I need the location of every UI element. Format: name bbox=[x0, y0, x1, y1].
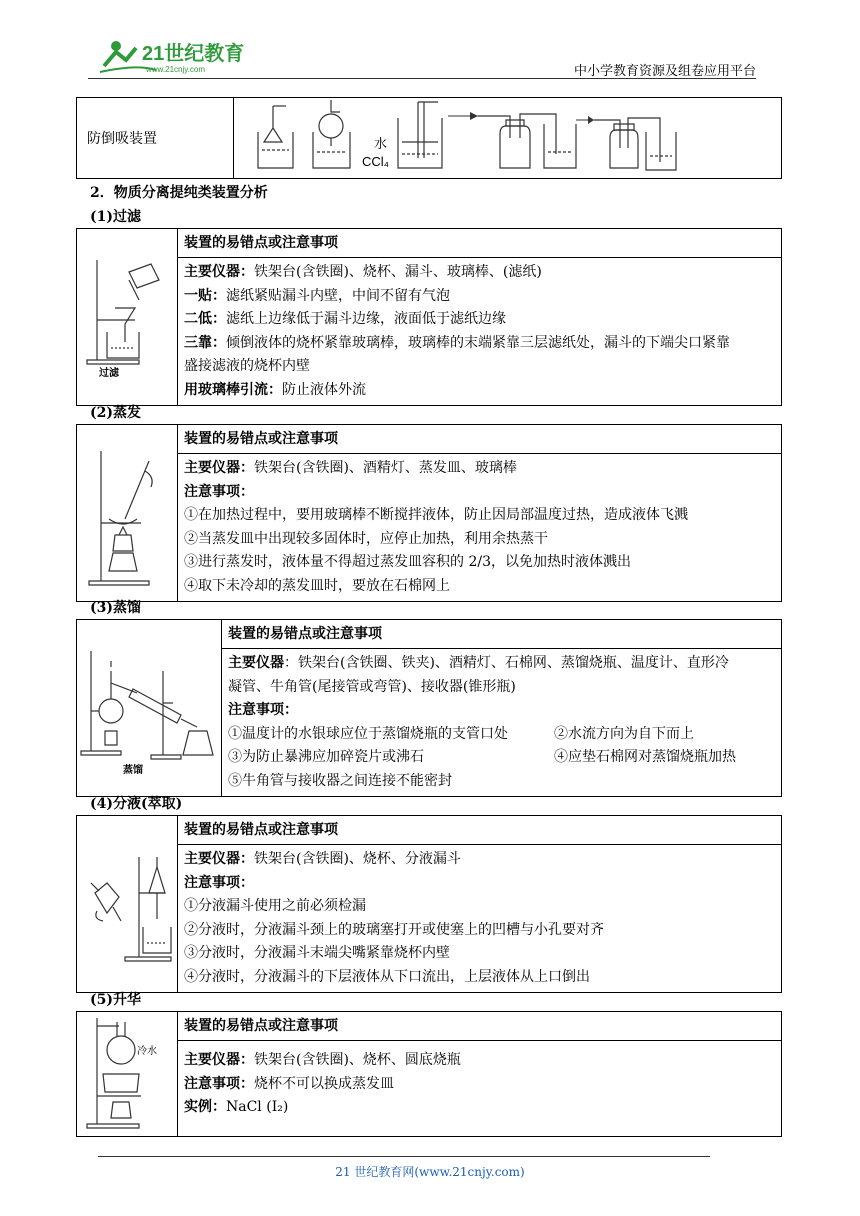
distillation-notes-label: 注意事项： bbox=[228, 702, 298, 718]
antisuck-label: 防倒吸装置 bbox=[77, 98, 234, 179]
evaporation-line: ③进行蒸发时，液体量不得超过蒸发皿容积的 2/3，以免加热时液体溅出 bbox=[184, 554, 631, 570]
filtration-caption: 过滤 bbox=[99, 368, 119, 379]
sublimation-line: 实例：NaCl (I₂) bbox=[184, 1099, 289, 1115]
evaporation-line: 注意事项： bbox=[184, 483, 254, 500]
distillation-caption: 蒸馏 bbox=[123, 765, 143, 776]
filtration-head: 装置的易错点或注意事项 bbox=[178, 229, 782, 258]
water-label: 水 bbox=[373, 137, 387, 152]
extraction-table bbox=[76, 815, 782, 993]
evaporation-line: ④取下未冷却的蒸发皿时，要放在石棉网上 bbox=[184, 577, 450, 594]
filtration-line: 三靠：倾倒液体的烧杯紧靠玻璃棒，玻璃棒的末端紧靠三层滤纸处，漏斗的下端尖口紧靠 bbox=[184, 334, 730, 351]
filtration-line: 盛接滤液的烧杯内壁 bbox=[184, 358, 310, 374]
distillation-pair-row: ①温度计的水银球应位于蒸馏烧瓶的支管口处 ②水流方向为自下而上 bbox=[228, 725, 694, 742]
header-platform-text: 中小学教育资源及组卷应用平台 bbox=[573, 64, 756, 79]
sublimation-head: 装置的易错点或注意事项 bbox=[178, 1012, 782, 1041]
logo-url: www.21cnjy.com bbox=[146, 65, 205, 74]
extraction-figure bbox=[77, 816, 178, 993]
evaporation-figure bbox=[77, 425, 178, 602]
sublimation-line: 注意事项：烧杯不可以换成蒸发皿 bbox=[184, 1075, 394, 1092]
extraction-line: 注意事项： bbox=[184, 874, 254, 891]
filtration-line: 主要仪器：铁架台(含铁圈)、烧杯、漏斗、玻璃棒、(滤纸) bbox=[184, 264, 542, 280]
footer-text: 21 世纪教育网(www.21cnjy.com) bbox=[335, 1165, 525, 1179]
extraction-line: ④分液时，分液漏斗的下层液体从下口流出，上层液体从上口倒出 bbox=[184, 968, 590, 985]
footer-divider bbox=[98, 1156, 710, 1157]
antisuck-figures bbox=[234, 98, 782, 179]
section-2-title: 2．物质分离提纯类装置分析 bbox=[90, 185, 268, 201]
evaporation-line: ②当蒸发皿中出现较多固体时，应停止加热，利用余热蒸干 bbox=[184, 530, 548, 547]
distillation-pair-row: ③为防止暴沸应加碎瓷片或沸石 ④应垫石棉网对蒸馏烧瓶加热 bbox=[228, 749, 736, 765]
evaporation-head: 装置的易错点或注意事项 bbox=[178, 425, 782, 454]
evaporation-line: 主要仪器：铁架台(含铁圈)、酒精灯、蒸发皿、玻璃棒 bbox=[184, 460, 517, 476]
extraction-line: 主要仪器：铁架台(含铁圈)、烧杯、分液漏斗 bbox=[184, 851, 461, 867]
sublimation-content bbox=[178, 1041, 782, 1137]
distillation-head: 装置的易错点或注意事项 bbox=[222, 620, 782, 649]
filtration-line: 用玻璃棒引流：防止液体外流 bbox=[184, 381, 366, 398]
evaporation-table bbox=[76, 424, 782, 602]
distillation-table bbox=[76, 619, 782, 797]
distillation-main-line: 主要仪器：铁架台(含铁圈、铁夹)、酒精灯、石棉网、蒸馏烧瓶、温度计、直形冷 bbox=[228, 655, 729, 671]
ccl4-label: CCl₄ bbox=[361, 154, 389, 169]
extraction-content bbox=[178, 845, 782, 993]
evaporation-content bbox=[178, 454, 782, 602]
filtration-line: 二低：滤纸上边缘低于漏斗边缘，液面低于滤纸边缘 bbox=[184, 311, 506, 327]
distillation-main-line-2: 凝管、牛角管(尾接管或弯管)、接收器(锥形瓶) bbox=[228, 678, 516, 695]
extraction-title: (4)分液(萃取) bbox=[90, 796, 183, 812]
logo-text: 21世纪教育 bbox=[142, 43, 245, 65]
distillation-content bbox=[222, 649, 782, 797]
extraction-head: 装置的易错点或注意事项 bbox=[178, 816, 782, 845]
filtration-figure bbox=[77, 229, 178, 406]
filtration-table bbox=[76, 228, 782, 406]
extraction-line: ①分液漏斗使用之前必须检漏 bbox=[184, 898, 366, 914]
distillation-title: (3)蒸馏 bbox=[90, 600, 141, 616]
distillation-last-line: ⑤牛角管与接收器之间连接不能密封 bbox=[228, 772, 452, 789]
extraction-line: ②分液时，分液漏斗颈上的玻璃塞打开或使塞上的凹槽与小孔要对齐 bbox=[184, 921, 604, 938]
filtration-line: 一贴：滤纸紧贴漏斗内壁，中间不留有气泡 bbox=[184, 287, 450, 304]
distillation-figure bbox=[77, 620, 222, 797]
antisuck-table bbox=[76, 97, 782, 179]
filtration-title: (1)过滤 bbox=[90, 209, 141, 225]
site-logo bbox=[96, 36, 256, 76]
evaporation-title: (2)蒸发 bbox=[90, 405, 141, 421]
filtration-content bbox=[178, 258, 782, 406]
evaporation-line: ①在加热过程中，要用玻璃棒不断搅拌液体，防止因局部温度过热，造成液体飞溅 bbox=[184, 507, 688, 523]
sublimation-figure bbox=[77, 1012, 178, 1137]
sublimation-title: (5)升华 bbox=[90, 992, 141, 1008]
header-divider bbox=[88, 78, 756, 79]
cold-water-label: 冷水 bbox=[137, 1046, 157, 1057]
sublimation-table bbox=[76, 1011, 782, 1137]
extraction-line: ③分液时，分液漏斗末端尖嘴紧靠烧杯内壁 bbox=[184, 945, 450, 961]
sublimation-line: 主要仪器：铁架台(含铁圈)、烧杯、圆底烧瓶 bbox=[184, 1052, 461, 1068]
